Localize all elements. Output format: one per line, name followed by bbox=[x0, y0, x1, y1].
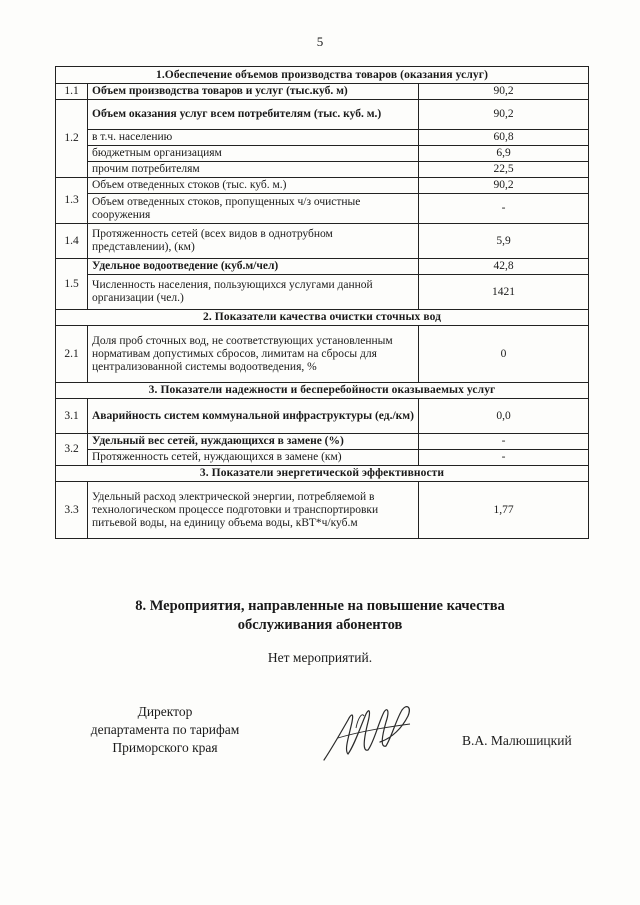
table-row-1-2 bbox=[56, 100, 589, 130]
table-row-3-3 bbox=[56, 482, 589, 539]
row-value: 90,2 bbox=[419, 178, 589, 194]
table-row-1-3 bbox=[56, 178, 589, 194]
row-label: Удельный вес сетей, нуждающихся в замене (%) bbox=[88, 434, 419, 450]
subrow-label: в т.ч. населению bbox=[88, 130, 419, 146]
table-subrow bbox=[56, 130, 589, 146]
table-row-1-5 bbox=[56, 259, 589, 275]
row-label: Доля проб сточных вод, не соответствующих установленным нормативам допустимых сбросов, лимитам на сбросы для централизованной системы водоотведения, % bbox=[88, 326, 419, 383]
indicators-table bbox=[55, 66, 589, 539]
row-value: 0 bbox=[419, 326, 589, 383]
row-number: 1.3 bbox=[56, 178, 88, 224]
row-value-secondary: - bbox=[419, 450, 589, 466]
section-header-2 bbox=[56, 310, 589, 326]
section-header-4 bbox=[56, 466, 589, 482]
signatory-position bbox=[75, 703, 255, 757]
heading-line: 8. Мероприятия, направленные на повышение качества bbox=[135, 598, 505, 614]
row-number: 2.1 bbox=[56, 326, 88, 383]
row-label-secondary: Объем отведенных стоков, пропущенных ч/з очистные сооружения bbox=[88, 194, 419, 224]
row-label: Объем отведенных стоков (тыс. куб. м.) bbox=[88, 178, 419, 194]
page-number: 5 bbox=[316, 34, 324, 49]
row-label: Удельный расход электрической энергии, потребляемой в технологическом процессе подготовки и транспортировки питьевой воды, на единицу объема воды, кВТ*ч/куб.м bbox=[88, 482, 419, 539]
row-value-secondary: 1421 bbox=[419, 275, 589, 310]
table-subrow bbox=[56, 194, 589, 224]
row-number: 1.5 bbox=[56, 259, 88, 310]
section-header-1 bbox=[56, 67, 589, 84]
table-subrow bbox=[56, 162, 589, 178]
section-title: 3. Показатели надежности и бесперебойности оказываемых услуг bbox=[56, 383, 589, 399]
signatory-name: В.А. Малюшицкий bbox=[462, 733, 572, 748]
handwritten-signature bbox=[318, 698, 418, 768]
table-row-1-4 bbox=[56, 224, 589, 259]
section-8-heading bbox=[0, 597, 640, 635]
section-title: 3. Показатели энергетической эффективности bbox=[56, 466, 589, 482]
no-measures-text: Нет мероприятий. bbox=[267, 650, 373, 665]
table-subrow bbox=[56, 450, 589, 466]
table-row-1-1 bbox=[56, 84, 589, 100]
table-row-3-1 bbox=[56, 399, 589, 434]
subrow-value: 22,5 bbox=[419, 162, 589, 178]
row-number: 3.3 bbox=[56, 482, 88, 539]
row-number: 1.4 bbox=[56, 224, 88, 259]
row-label: Объем производства товаров и услуг (тыс.куб. м) bbox=[88, 84, 419, 100]
position-line: департамента по тарифам bbox=[90, 722, 240, 737]
row-number: 1.1 bbox=[56, 84, 88, 100]
row-value: 5,9 bbox=[419, 224, 589, 259]
subrow-value: 60,8 bbox=[419, 130, 589, 146]
subrow-label: бюджетным организациям bbox=[88, 146, 419, 162]
row-number: 3.2 bbox=[56, 434, 88, 466]
row-value: - bbox=[419, 434, 589, 450]
row-number: 1.2 bbox=[56, 100, 88, 178]
row-label: Аварийность систем коммунальной инфраструктуры (ед./км) bbox=[88, 399, 419, 434]
row-label: Объем оказания услуг всем потребителям (тыс. куб. м.) bbox=[88, 100, 419, 130]
row-label: Протяженность сетей (всех видов в однотрубном представлении), (км) bbox=[88, 224, 419, 259]
row-value: 90,2 bbox=[419, 100, 589, 130]
row-value: 0,0 bbox=[419, 399, 589, 434]
table-row-2-1 bbox=[56, 326, 589, 383]
row-label-secondary: Протяженность сетей, нуждающихся в замене (км) bbox=[88, 450, 419, 466]
heading-line: обслуживания абонентов bbox=[237, 617, 403, 633]
table-subrow bbox=[56, 275, 589, 310]
row-label: Удельное водоотведение (куб.м/чел) bbox=[88, 259, 419, 275]
row-value: 42,8 bbox=[419, 259, 589, 275]
position-line: Директор bbox=[137, 704, 193, 719]
section-title: 2. Показатели качества очистки сточных вод bbox=[56, 310, 589, 326]
table-subrow bbox=[56, 146, 589, 162]
table-row-3-2 bbox=[56, 434, 589, 450]
row-number: 3.1 bbox=[56, 399, 88, 434]
section-header-3 bbox=[56, 383, 589, 399]
row-value: 90,2 bbox=[419, 84, 589, 100]
row-label-secondary: Численность населения, пользующихся услугами данной организации (чел.) bbox=[88, 275, 419, 310]
row-value-secondary: - bbox=[419, 194, 589, 224]
position-line: Приморского края bbox=[112, 740, 218, 755]
row-value: 1,77 bbox=[419, 482, 589, 539]
section-title: 1.Обеспечение объемов производства товаров (оказания услуг) bbox=[56, 67, 589, 84]
subrow-label: прочим потребителям bbox=[88, 162, 419, 178]
subrow-value: 6,9 bbox=[419, 146, 589, 162]
